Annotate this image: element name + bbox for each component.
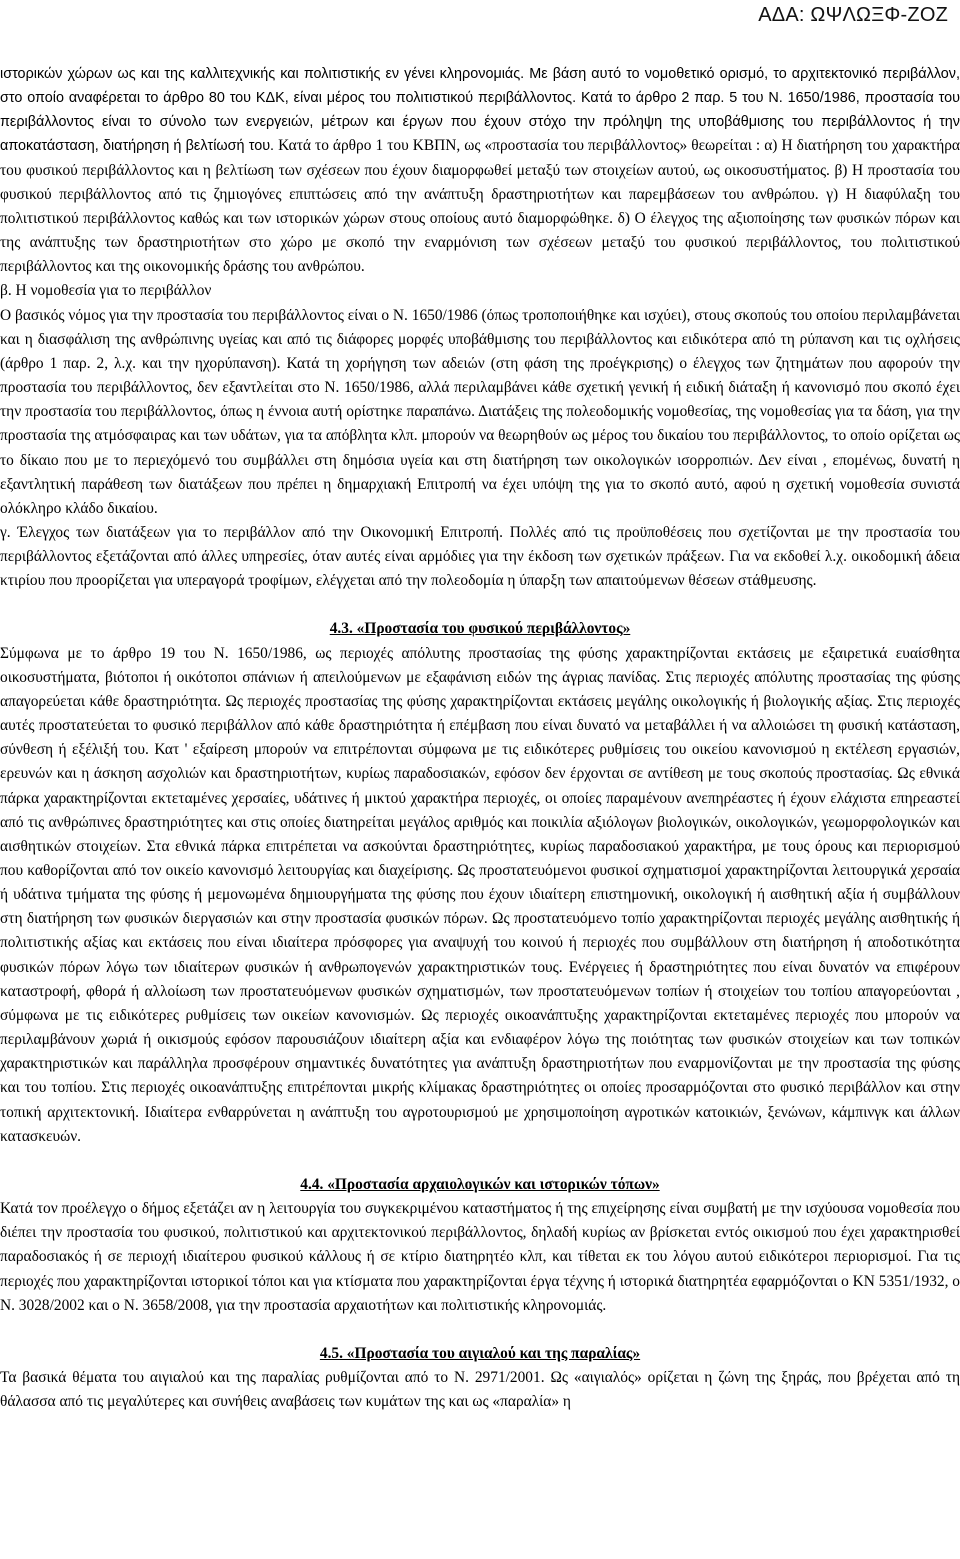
document-id-header: ΑΔΑ: ΩΨΛΩΞΦ-ΖΟΖ [758, 4, 948, 26]
spacer [0, 1149, 960, 1173]
paragraph: Ο βασικός νόμος για την προστασία του περιβάλλοντος είναι ο Ν. 1650/1986 (όπως τροποποιήθηκε και ισχύει), στους σκοπούς του οποίου περιλαμβάνεται και η διασφάλιση της ανθρώπινης υγείας και από τις διάφορες μορφές υποβάθμισης του περιβάλλοντος και ειδικότερα από τη ρύπανση και τις οχλήσεις (άρθρο 1 παρ. 2, λ.χ. και την ηχορύπανση). Κατά τη χορήγηση των αδειών (στη φάση της προέγκρισης) ο έλεγχος των ζητημάτων που αφορούν την προστασία του περιβάλλοντος, δεν εξαντλείται στο Ν. 1650/1986, αλλά περιλαμβάνει κάθε σχετική γενική ή ειδική διάταξη ή κανονισμό που σκοπό έχει την προστασία του περιβάλλοντος, όπως η έννοια αυτή ορίστηκε παραπάνω. Διατάξεις της πολεοδομικής νομοθεσίας, της νομοθεσίας για τα δάση, για την προστασία της ατμόσφαιρας και των υδάτων, για τα απόβλητα κλπ. μπορούν να θεωρηθούν ως μέρος του δικαίου του περιβάλλοντος, το οποίο ορίζεται ως το δίκαιο που με το περιεχόμενό του συμβάλλει στη δημόσια υγεία και στη διατήρηση των οικολογικών ισορροπιών. Δεν είναι , επομένως, δυνατή η εξαντλητική παράθεση των διατάξεων που πρέπει η δημαρχιακή Επιτροπή να έχει υπόψη της για το σκοπό αυτό, αφού η σχετική νομοθεσία συνιστά ολόκληρο κλάδο δικαίου. [0, 306, 960, 517]
paragraph [0, 62, 960, 279]
paragraph: Τα βασικά θέματα του αιγιαλού και της παραλίας ρυθμίζονται από το Ν. 2971/2001. Ως «αιγιαλός» ορίζεται η ζώνη της ξηράς, που βρέχεται από τη θάλασσα από τις μεγαλύτερες και συνήθεις αναβάσεις των κυμάτων της και ως «παραλία» η [0, 1368, 960, 1411]
spacer [0, 593, 960, 617]
section-title-4-3: 4.3. «Προστασία του φυσικού περιβάλλοντος» [329, 620, 631, 638]
subsection-heading: β. Η νομοθεσία για το περιβάλλον [0, 282, 212, 300]
paragraph-text: Κατά το άρθρο 1 του ΚΒΠΝ, ως «προστασία του περιβάλλοντος» θεωρείται : α) Η διατήρηση του χαρακτήρα του φυσικού περιβάλλοντος και η βελτίωση των σχέσεων που έχουν διαμορφωθεί μεταξύ των στοιχείων αυτού, ως οικοσυστήματος. β) Η προστασία του φυσικού περιβάλλοντος από τις ζημιογόνες επιπτώσεις από την ανάπτυξη δραστηριοτήτων και παρεμβάσεων του ανθρώπου. γ) Η διαφύλαξη του πολιτιστικού περιβάλλοντος καθώς και των ιστορικών χώρων στους οποίους αυτό διαμορφώθηκε. δ) Ο έλεγχος της αξιοποίησης των φυσικών πόρων και της ανάπτυξης των δραστηριοτήτων στο χώρο με σκοπό την εναρμόνιση των σχέσεων μεταξύ του φυσικού περιβάλλοντος, του πολιτιστικού περιβάλλοντος και της οικονομικής δράσης του ανθρώπου. [0, 137, 960, 276]
section-title-4-5: 4.5. «Προστασία του αιγιαλού και της παραλίας» [319, 1344, 641, 1362]
paragraph: Σύμφωνα με το άρθρο 19 του Ν. 1650/1986, ως περιοχές απόλυτης προστασίας της φύσης χαρακτηρίζονται εκτάσεις με εξαιρετικά ευαίσθητα οικοσυστήματα, βιότοποι ή οικότοποι σπάνιων ή απειλούμενων με εξαφάνιση ειδών της άγριας πανίδας. Στις περιοχές απόλυτης προστασίας της φύσης απαγορεύεται κάθε δραστηριότητα. Ως περιοχές προστασίας της φύσης χαρακτηρίζονται εκτάσεις μεγάλης οικολογικής ή βιολογικής αξίας. Στις περιοχές αυτές προστατεύεται το φυσικό περιβάλλον από κάθε δραστηριότητα ή επέμβαση που είναι δυνατό να μεταβάλλει ή να αλλοιώσει τη φυσική κατάσταση, σύνθεση ή εξέλιξή του. Κατ ' εξαίρεση μπορούν να επιτρέπονται σύμφωνα με τις ειδικότερες ρυθμίσεις του οικείου κανονισμού η εκτέλεση εργασιών, ερευνών και η άσκηση ασχολιών και δραστηριοτήτων, κυρίως παραδοσιακών, εφόσον δεν έρχονται σε αντίθεση με τους σκοπούς προστασίας. Ως εθνικά πάρκα χαρακτηρίζονται εκτεταμένες χερσαίες, υδάτινες ή μικτού χαρακτήρα περιοχές, οι οποίες παραμένουν ανεπηρέαστες ή έχουν ελάχιστα επηρεαστεί από τις ανθρώπινες δραστηριότητες και στις οποίες διατηρείται μεγάλος αριθμός και ποικιλία αξιόλογων βιολογικών, οικολογικών, γεωμορφολογικών και αισθητικών στοιχείων. Στα εθνικά πάρκα επιτρέπεται να ασκούνται δραστηριότητες, κυρίως παραδοσιακού χαρακτήρα, με τους όρους και περιορισμού που καθορίζονται από τον οικείο κανονισμό λειτουργίας και διαχείρισης. Ως προστατευόμενοι φυσικοί σχηματισμοί χαρακτηρίζονται λειτουργικά χερσαία ή υδάτινα τμήματα της φύσης ή μεμονωμένα δημιουργήματα της φύσης που έχουν ιδιαίτερη επιστημονική, οικολογική ή αισθητική αξία ή συμβάλλουν στη διατήρηση των φυσικών διεργασιών και στην προστασία φυσικών πόρων. Ως προστατευόμενο τοπίο χαρακτηρίζονται περιοχές μεγάλης αισθητικής ή πολιτιστικής αξίας και εκτάσεις που είναι ιδιαίτερα πρόσφορες για αναψυχή του κοινού ή περιοχές που συμβάλλουν στη διατήρηση ή αποδοτικότητα φυσικών πόρων λόγω των ιδιαίτερων φυσικών ή ανθρωπογενών χαρακτηριστικών τους. Ενέργειες ή δραστηριότητες που είναι δυνατόν να επιφέρουν καταστροφή, φθορά ή αλλοίωση των προστατευόμενων φυσικών σχηματισμών, των προστατευόμενων τοπίων ή στοιχείων του τοπίου απαγορεύονται , σύμφωνα με τις ειδικότερες ρυθμίσεις των οικείων κανονισμών. Ως περιοχές οικοανάπτυξης χαρακτηρίζονται εκτεταμένες περιοχές που μπορούν να περιλαμβάνουν χωριά ή οικισμούς εφόσον παρουσιάζουν ιδιαίτερη αξία και ενδιαφέρον λόγω της ποιότητας των φυσικών στοιχείων και των τοπικών χαρακτηριστικών και παράλληλα προσφέρουν σημαντικές δυνατότητες για ανάπτυξη δραστηριοτήτων που εναρμονίζονται με την προστασία της φύσης και του τοπίου. Στις περιοχές οικοανάπτυξης επιτρέπονται μικρής κλίμακας δραστηριότητες οι οποίες προσαρμόζονται στο φυσικό περιβάλλον και στην τοπική αρχιτεκτονική. Ιδιαίτερα ενθαρρύνεται η ανάπτυξη του αγροτουρισμού με χρησιμοποίηση αγροτικών κατοικιών, ξενώνων, κάμπινγκ και άλλων κατασκευών. [0, 644, 960, 1145]
paragraph: Κατά τον προέλεγχο ο δήμος εξετάζει αν η λειτουργία του συγκεκριμένου καταστήματος ή της επιχείρησης είναι συμβατή με την ισχύουσα νομοθεσία που διέπει την προστασία του φυσικού, πολιτιστικού και αρχιτεκτονικού περιβάλλοντος, δηλαδή κυρίως αν βρίσκεται εντός οικισμού που έχει χαρακτηρισθεί παραδοσιακός ή σε περιοχή ιδιαίτερου φυσικού κάλλους ή σε κτίριο διατηρητέο κλπ, και τίθεται εκ του λόγου αυτού ειδικότεροι περιορισμοί. Για τις περιοχές που χαρακτηρίζονται ιστορικοί τόποι και για κτίσματα που χαρακτηρίζονται έργα τέχνης ή ιστορικά διατηρητέα εφαρμόζονται ο ΚΝ 5351/1932, ο Ν. 3028/2002 και ο Ν. 3658/2008, για την προστασία αρχαιοτήτων και πολιτιστικής κληρονομιάς. [0, 1200, 960, 1314]
section-title-4-4: 4.4. «Προστασία αρχαιολογικών και ιστορικών τόπων» [300, 1175, 660, 1193]
document-body [0, 62, 960, 1414]
spacer [0, 1318, 960, 1342]
paragraph-text: ιστορικών χώρων ως και της καλλιτεχνικής και πολιτιστικής εν γένει κληρονομιάς. Με βάση αυτό το νομοθετικό ορισμό, το αρχιτεκτονικό περιβάλλον, στο οποίο αναφέρεται το άρθρο 80 του ΚΔΚ, είναι μέρος του πολιτιστικού περιβάλλοντος. Κατά το άρθρο 2 παρ. 5 του Ν. 1650/1986, προστασία του περιβάλλοντος είναι το σύνολο των ενεργειών, μέτρων και έργων που έχουν στόχο την πρόληψη της υποβάθμισης του περιβάλλοντος ή την αποκατάσταση, διατήρηση ή βελτίωσή του. [0, 66, 960, 155]
paragraph: γ. Έλεγχος των διατάξεων για το περιβάλλον από την Οικονομική Επιτροπή. Πολλές από τις προϋποθέσεις που σχετίζονται με την προστασία του περιβάλλοντος εξετάζονται από άλλες υπηρεσίες, όταν αυτές είναι αρμόδιες για την έκδοση των σχετικών πράξεων. Για να εκδοθεί λ.χ. οικοδομική άδεια κτιρίου που προορίζεται για υπεραγορά τροφίμων, ελέγχεται από την πολεοδομία η ύπαρξη των απαιτούμενων θέσεων στάθμευσης. [0, 523, 960, 590]
